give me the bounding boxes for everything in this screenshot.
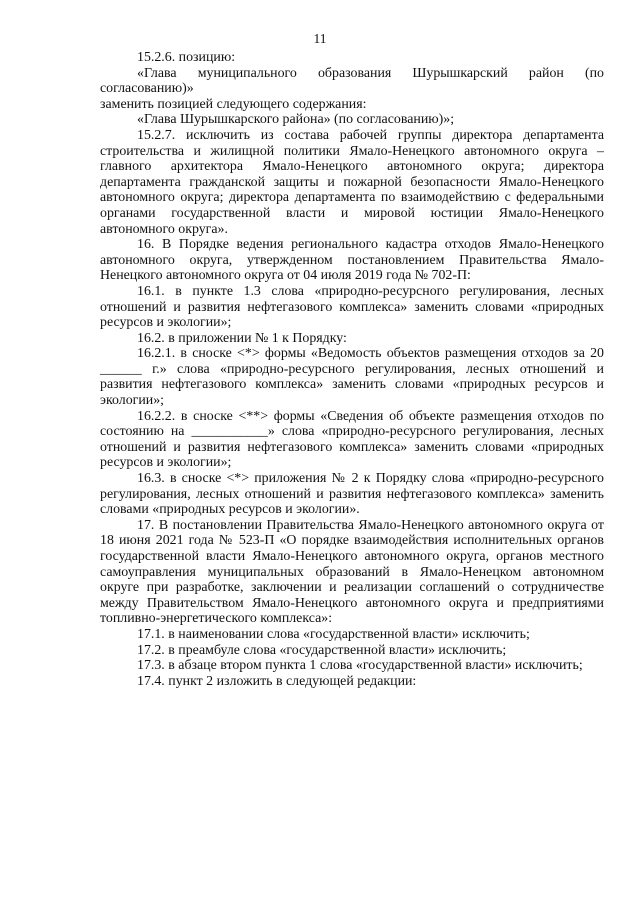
document-body bbox=[100, 50, 604, 689]
paragraph-17-3: 17.3. в абзаце втором пункта 1 слова «государственной власти» исключить; bbox=[137, 658, 583, 674]
page-number: 11 bbox=[313, 31, 327, 46]
paragraph-17-2: 17.2. в преамбуле слова «государственной власти» исключить; bbox=[137, 642, 507, 658]
paragraph-16-1: 16.1. в пункте 1.3 слова «природно-ресурсного регулирования, лесных отношений и развития нефтегазового комплекса» заменить словами «природных ресурсов и экологии»; bbox=[100, 283, 604, 331]
paragraph-17-1: 17.1. в наименовании слова «государственной власти» исключить; bbox=[137, 626, 530, 642]
paragraph-17-4: 17.4. пункт 2 изложить в следующей редакции: bbox=[137, 673, 417, 689]
quoted-new-position: «Глава Шурышкарского района» (по согласованию)»; bbox=[137, 112, 455, 128]
paragraph-15-2-7: 15.2.7. исключить из состава рабочей группы директора департамента строительства и жилищной политики Ямало-Ненецкого автономного округа – главного архитектора Ямало-Ненецкого автономного округа; директора департамента гражданской защиты и пожарной безопасности Ямало-Ненецкого автономного округа; директора департамента по взаимодействию с федеральными органами государственной власти и мировой юстиции Ямало-Ненецкого автономного округа». bbox=[100, 127, 604, 237]
quoted-old-position: «Глава муниципального образования Шурышкарский район (по согласованию)» bbox=[100, 65, 604, 97]
paragraph-15-2-6: 15.2.6. позицию: bbox=[137, 50, 236, 65]
paragraph-16-2-2: 16.2.2. в сноске <**> формы «Сведения об объекте размещения отходов по состоянию на ___________» слова «природно-ресурсного регулирования, лесных отношений и развития нефтегазового комплекса» заменить словами «природных ресурсов и экологии»; bbox=[100, 408, 604, 471]
paragraph-17: 17. В постановлении Правительства Ямало-Ненецкого автономного округа от 18 июня 2021 года № 523-П «О порядке взаимодействия исполнительных органов государственной власти Ямало-Ненецкого автономного округа, органов местного самоуправления муниципальных образований в Ямало-Ненецком автономном округе при разработке, заключении и реализации соглашений о сотрудничестве между Правительством Ямало-Ненецкого автономного округа и предприятиями топливно-энергетического комплекса»: bbox=[100, 517, 604, 627]
paragraph-16-2: 16.2. в приложении № 1 к Порядку: bbox=[137, 330, 347, 346]
paragraph-16-3: 16.3. в сноске <*> приложения № 2 к Порядку слова «природно-ресурсного регулирования, лесных отношений и развития нефтегазового комплекса» заменить словами «природных ресурсов и экологии». bbox=[100, 471, 604, 518]
replace-instruction: заменить позицией следующего содержания: bbox=[100, 96, 367, 112]
paragraph-16-2-1: 16.2.1. в сноске <*> формы «Ведомость объектов размещения отходов за 20 ______ г.» слова «природно-ресурсного регулирования, лесных отношений и развития нефтегазового комплекса» заменить словами «природных ресурсов и экологии»; bbox=[100, 346, 604, 409]
paragraph-16: 16. В Порядке ведения регионального кадастра отходов Ямало-Ненецкого автономного округа, утвержденном постановлением Правительства Ямало-Ненецкого автономного округа от 04 июля 2019 года № 702-П: bbox=[100, 237, 604, 284]
